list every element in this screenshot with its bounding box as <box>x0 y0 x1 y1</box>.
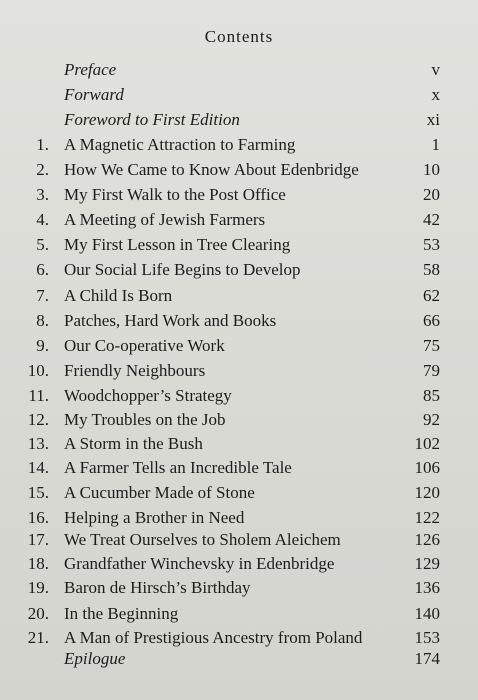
page-number: 122 <box>414 508 440 527</box>
page-number: 140 <box>414 604 440 623</box>
chapter-title: We Treat Ourselves to Sholem Aleichem <box>64 530 341 549</box>
page-number: 129 <box>414 554 440 573</box>
toc-entry <box>0 309 478 333</box>
page-number: x <box>431 85 440 104</box>
chapter-number: 13. <box>27 434 49 453</box>
chapter-number: 8. <box>36 311 49 330</box>
toc-entry <box>0 602 478 626</box>
chapter-title: A Child Is Born <box>64 286 173 305</box>
chapter-title: Epilogue <box>64 649 126 668</box>
chapter-title: A Magnetic Attraction to Farming <box>64 135 296 154</box>
page-number: 20 <box>423 185 440 204</box>
chapter-title: In the Beginning <box>64 604 179 623</box>
page-number: 53 <box>423 235 440 254</box>
chapter-title: My Troubles on the Job <box>64 410 226 429</box>
toc-entry <box>0 183 478 207</box>
toc-entry <box>0 432 478 456</box>
chapter-number: 12. <box>27 410 49 429</box>
page-number: v <box>431 60 440 79</box>
toc-entry <box>0 233 478 257</box>
toc-entry <box>0 83 478 107</box>
chapter-title: Our Social Life Begins to Develop <box>64 260 301 279</box>
toc-entry <box>0 58 478 82</box>
toc-entry <box>0 456 478 480</box>
page-number: 79 <box>423 361 440 380</box>
page-number: 10 <box>423 160 440 179</box>
chapter-title: A Cucumber Made of Stone <box>64 483 255 502</box>
toc-entry <box>0 284 478 308</box>
chapter-title: A Man of Prestigious Ancestry from Poland <box>64 628 363 647</box>
page-number: 85 <box>423 386 440 405</box>
chapter-title: How We Came to Know About Edenbridge <box>64 160 359 179</box>
toc-entry <box>0 552 478 576</box>
page-number: 174 <box>414 649 440 668</box>
toc-entry <box>0 506 478 530</box>
chapter-title: My First Lesson in Tree Clearing <box>64 235 291 254</box>
page-number: 75 <box>423 336 440 355</box>
chapter-title: Woodchopper’s Strategy <box>64 386 232 405</box>
page-number: 102 <box>414 434 440 453</box>
page-number: 153 <box>414 628 440 647</box>
page-number: 58 <box>423 260 440 279</box>
chapter-number: 19. <box>27 578 49 597</box>
page-number: 42 <box>423 210 440 229</box>
chapter-number: 21. <box>27 628 49 647</box>
chapter-number: 10. <box>27 361 49 380</box>
page-number: 120 <box>414 483 440 502</box>
page-number: 66 <box>423 311 440 330</box>
chapter-number: 16. <box>27 508 49 527</box>
chapter-title: A Farmer Tells an Incredible Tale <box>64 458 292 477</box>
chapter-number: 4. <box>36 210 49 229</box>
chapter-number: 5. <box>36 235 49 254</box>
toc-entry <box>0 647 478 671</box>
chapter-number: 18. <box>27 554 49 573</box>
chapter-title: Preface <box>64 60 117 79</box>
toc-entry <box>0 408 478 432</box>
page-number: 106 <box>414 458 440 477</box>
chapter-number: 14. <box>27 458 49 477</box>
chapter-number: 11. <box>28 386 49 405</box>
chapter-title: Our Co-operative Work <box>64 336 225 355</box>
toc-entry <box>0 334 478 358</box>
page-title: Contents <box>204 27 274 46</box>
chapter-title: Patches, Hard Work and Books <box>64 311 277 330</box>
chapter-number: 20. <box>27 604 49 623</box>
page-number: 126 <box>414 530 440 549</box>
chapter-number: 3. <box>36 185 49 204</box>
chapter-title: My First Walk to the Post Office <box>64 185 286 204</box>
toc-entry <box>0 528 478 552</box>
page-number: xi <box>426 110 440 129</box>
toc-entry <box>0 384 478 408</box>
toc-entry <box>0 208 478 232</box>
toc-entry <box>0 158 478 182</box>
chapter-number: 15. <box>27 483 49 502</box>
chapter-title: Grandfather Winchevsky in Edenbridge <box>64 554 335 573</box>
toc-entry <box>0 359 478 383</box>
chapter-title: Baron de Hirsch’s Birthday <box>64 578 251 597</box>
chapter-title: A Meeting of Jewish Farmers <box>64 210 266 229</box>
chapter-title: Foreword to First Edition <box>64 110 240 129</box>
toc-entry <box>0 258 478 282</box>
chapter-number: 9. <box>36 336 49 355</box>
chapter-number: 1. <box>36 135 49 154</box>
chapter-number: 6. <box>36 260 49 279</box>
toc-entry <box>0 576 478 600</box>
page-number: 136 <box>414 578 440 597</box>
toc-entry <box>0 481 478 505</box>
chapter-number: 2. <box>36 160 49 179</box>
page-number: 1 <box>431 135 440 154</box>
chapter-number: 17. <box>27 530 49 549</box>
chapter-title: A Storm in the Bush <box>64 434 203 453</box>
page-number: 92 <box>423 410 440 429</box>
table-of-contents <box>0 56 478 696</box>
chapter-title: Friendly Neighbours <box>64 361 206 380</box>
chapter-number: 7. <box>36 286 49 305</box>
toc-entry <box>0 133 478 157</box>
chapter-title: Forward <box>64 85 124 104</box>
chapter-title: Helping a Brother in Need <box>64 508 245 527</box>
page-number: 62 <box>423 286 440 305</box>
toc-entry <box>0 108 478 132</box>
